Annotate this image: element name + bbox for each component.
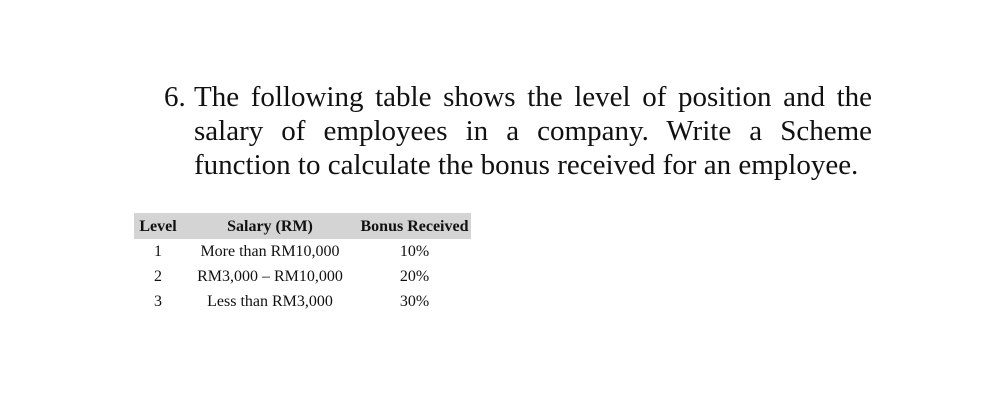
cell-salary: Less than RM3,000: [207, 292, 333, 310]
question-line: [164, 114, 872, 148]
table-header-row: [134, 213, 471, 239]
question-text-line-1: The following table shows the level of position and the: [194, 81, 872, 113]
header-level: Level: [134, 213, 182, 239]
cell-bonus: 30%: [399, 292, 430, 310]
cell-level: 2: [154, 267, 162, 285]
cell-bonus: 20%: [399, 267, 430, 285]
bonus-table: [134, 213, 471, 314]
header-salary: Salary (RM): [182, 213, 358, 239]
table-row: [134, 264, 471, 289]
cell-salary: RM3,000 – RM10,000: [197, 267, 343, 285]
question-line: [164, 148, 872, 182]
table-row: [134, 289, 471, 314]
question-line: [164, 80, 872, 114]
cell-level: 3: [154, 292, 162, 310]
question-number: 6.: [164, 81, 186, 113]
cell-bonus: 10%: [399, 242, 430, 260]
question-block: [164, 80, 872, 182]
table-row: [134, 239, 471, 264]
question-text-line-2: salary of employees in a company. Write a Scheme: [194, 115, 872, 147]
question-text-line-3: function to calculate the bonus received for an employee.: [194, 149, 859, 181]
cell-salary: More than RM10,000: [200, 242, 340, 260]
cell-level: 1: [154, 242, 162, 260]
header-bonus: Bonus Received: [358, 213, 471, 239]
